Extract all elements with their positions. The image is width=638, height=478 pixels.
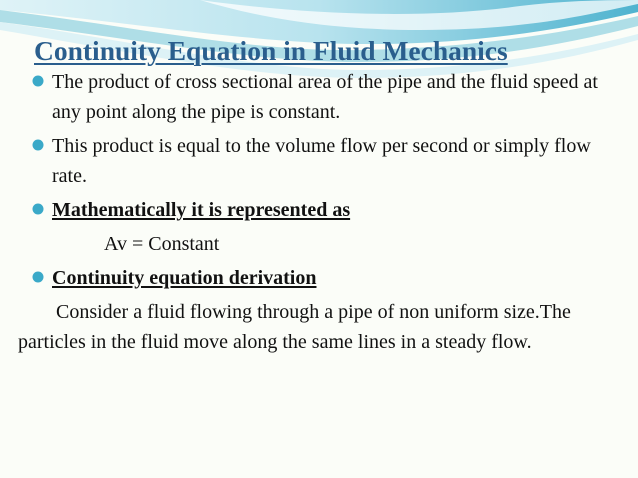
slide-content (18, 67, 624, 357)
body-paragraph (18, 297, 624, 357)
bullet-text: This product is equal to the volume flow per second or simply flow rate. (52, 135, 591, 187)
equation: Av = Constant (104, 233, 220, 255)
bullet-text: The product of cross sectional area of the pipe and the fluid speed at any point along the pipe is constant. (52, 71, 598, 123)
bullet-text: Continuity equation derivation (52, 267, 317, 289)
bullet-item (18, 131, 624, 191)
bullet-dot-icon (30, 73, 46, 89)
slide-title: Continuity Equation in Fluid Mechanics (34, 35, 508, 66)
bullet-dot-icon (30, 137, 46, 153)
bullet-dot-icon (30, 201, 46, 217)
bullet-item (18, 67, 624, 127)
paragraph-text: Consider a fluid flowing through a pipe of non uniform size.The particles in the fluid move along the same lines in a steady flow. (18, 301, 571, 353)
bullet-item (18, 195, 624, 225)
bullet-text: Mathematically it is represented as (52, 199, 351, 221)
bullet-dot-icon (30, 269, 46, 285)
bullet-item (18, 263, 624, 293)
